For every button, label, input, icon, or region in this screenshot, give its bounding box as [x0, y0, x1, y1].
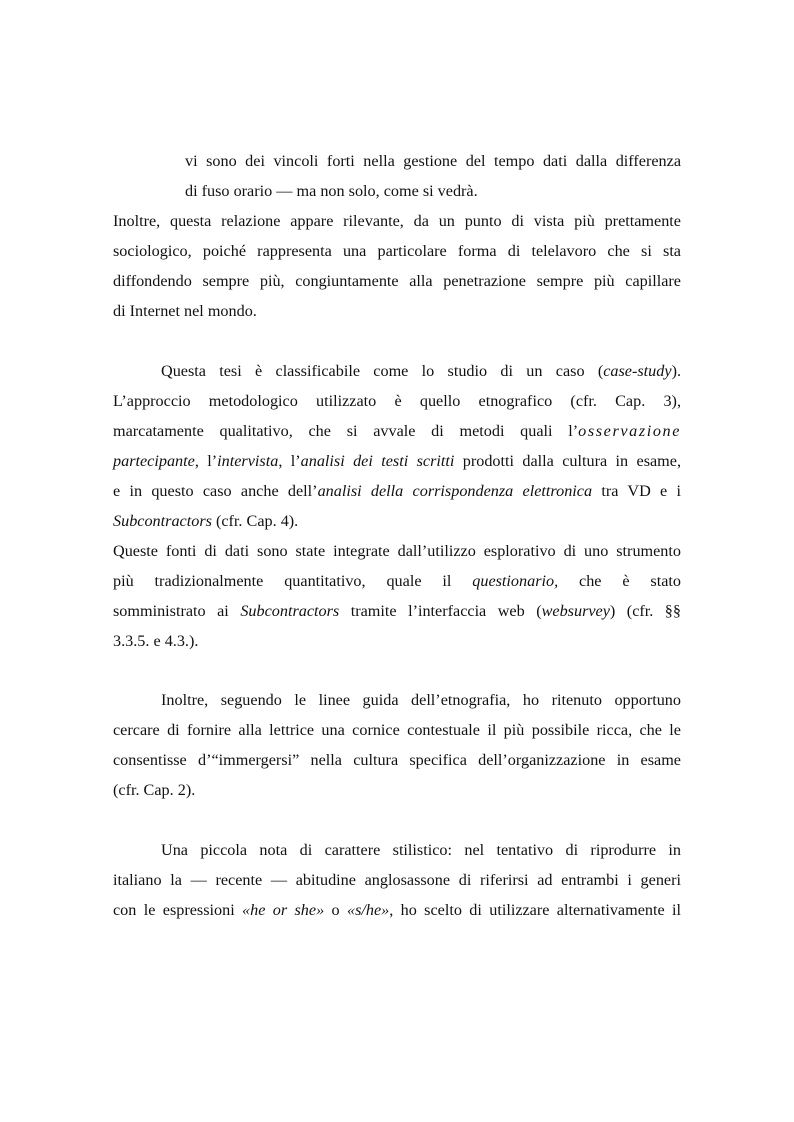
text-span: , ho scelto di utilizzare alternativamente il	[389, 901, 681, 919]
para3-line-3	[113, 601, 681, 621]
para5-line-2: italiano la — recente — abitudine anglosassone di riferirsi ad entrambi i generi	[113, 871, 681, 889]
para2-line-6	[113, 511, 681, 531]
quote-line-2: di fuso orario — ma non solo, come si vedrà.	[185, 182, 478, 200]
para3-line-1: Queste fonti di dati sono state integrate dall’utilizzo esplorativo di uno strumento	[113, 542, 681, 560]
italic-term: partecipante	[113, 452, 195, 470]
italic-term: case-study	[603, 362, 672, 380]
para2-line-1	[161, 361, 681, 381]
para4-line-3: consentisse d’“immergersi” nella cultura specifica dell’organizzazione in esame	[113, 751, 681, 769]
italic-term: osservazione	[578, 422, 681, 440]
para2-line-2: L’approccio metodologico utilizzato è quello etnografico (cfr. Cap. 3),	[113, 392, 681, 410]
text-span: prodotti dalla cultura in esame,	[454, 452, 682, 470]
text-span: con le espressioni	[113, 901, 243, 919]
para4-line-2: cercare di fornire alla lettrice una cornice contestuale il più possibile ricca, che le	[113, 721, 681, 739]
italic-term: intervista	[217, 452, 279, 470]
text-span: ).	[671, 362, 681, 380]
text-span: tra VD e i	[592, 482, 681, 500]
text-span: più tradizionalmente quantitativo, quale il	[113, 572, 473, 590]
text-span: o	[324, 901, 347, 919]
para3-line-4: 3.3.5. e 4.3.).	[113, 632, 199, 650]
para1-line-1: Inoltre, questa relazione appare rilevante, da un punto di vista più prettamente	[113, 212, 681, 230]
text-span: , l’	[194, 452, 218, 470]
para2-line-4	[113, 451, 681, 471]
para3-line-2	[113, 571, 681, 591]
italic-term: websurvey	[541, 602, 610, 620]
para2-line-3	[113, 421, 681, 441]
italic-term: questionario,	[472, 572, 559, 590]
text-span: e in questo caso anche dell’	[113, 482, 318, 500]
para4-line-4: (cfr. Cap. 2).	[113, 781, 196, 799]
text-span: tramite l’interfaccia web (	[339, 602, 542, 620]
text-span: (cfr. Cap. 4).	[211, 512, 299, 530]
quote-line-1: vi sono dei vincoli forti nella gestione del tempo dati dalla differenza	[185, 152, 681, 170]
para1-line-4: di Internet nel mondo.	[113, 302, 257, 320]
text-span: , l’	[278, 452, 301, 470]
text-span: Questa tesi è classificabile come lo studio di un caso (	[161, 362, 604, 380]
para4-line-1: Inoltre, seguendo le linee guida dell’etnografia, ho ritenuto opportuno	[161, 691, 681, 709]
text-span: che è stato	[558, 572, 681, 590]
italic-term: analisi dei testi scritti	[300, 452, 455, 470]
para1-line-2: sociologico, poiché rappresenta una particolare forma di telelavoro che si sta	[113, 242, 681, 260]
text-span: marcatamente qualitativo, che si avvale di metodi quali l’	[113, 422, 579, 440]
para5-line-3	[113, 900, 681, 920]
text-span: somministrato ai	[113, 602, 241, 620]
text-span: ) (cfr. §§	[609, 602, 681, 620]
italic-term: «s/he»	[346, 901, 390, 919]
italic-term: Subcontractors	[113, 512, 212, 530]
para2-line-5	[113, 481, 681, 501]
italic-term: «he or she»	[242, 901, 325, 919]
para1-line-3: diffondendo sempre più, congiuntamente alla penetrazione sempre più capillare	[113, 272, 681, 290]
italic-term: Subcontractors	[240, 602, 340, 620]
italic-term: analisi della corrispondenza elettronica	[317, 482, 593, 500]
para5-line-1: Una piccola nota di carattere stilistico: nel tentativo di riprodurre in	[161, 841, 681, 859]
